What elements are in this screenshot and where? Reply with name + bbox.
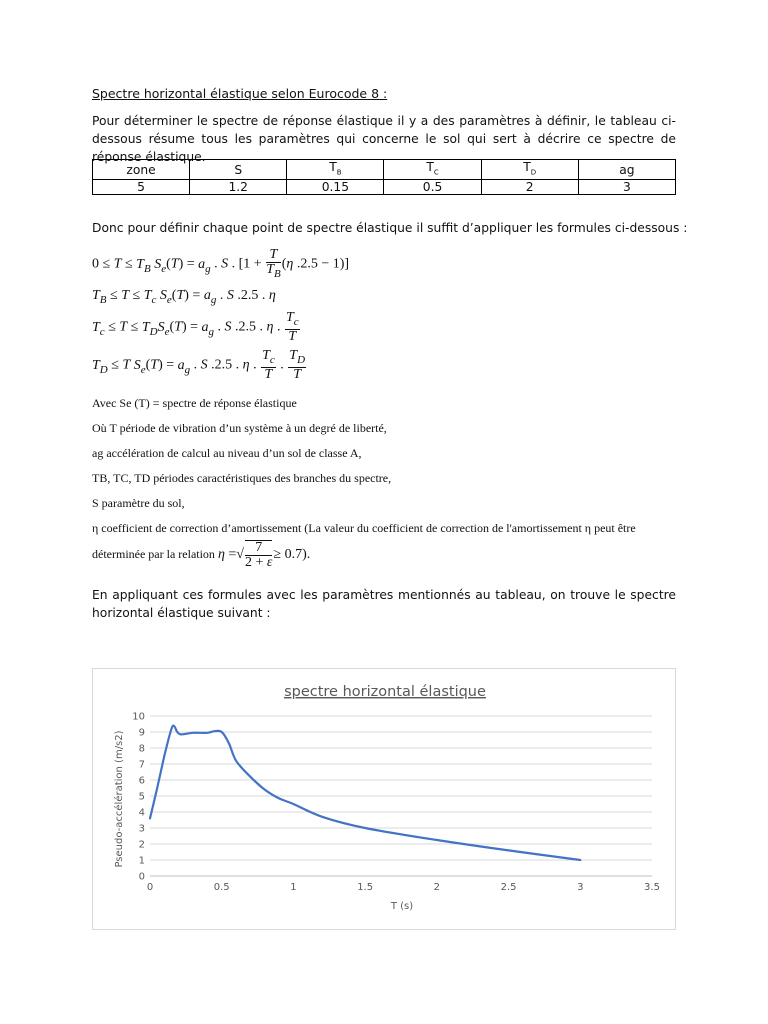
x-tick-label: 1.5 [357, 882, 374, 893]
table-cell: 5 [93, 180, 190, 195]
table-cell: 2 [481, 180, 578, 195]
x-axis-label: T (s) [390, 901, 414, 912]
definition-eta-relation: déterminée par la relation η =√ $\frac{7}{2 + \varepsilon}$ ≥ 0.7). [92, 540, 311, 570]
intro-paragraph: Pour déterminer le spectre de réponse élastique il y a des paramètres à définir, le tableau ci-dessous résume tous les paramètres qui concerne le sol qui sert à décrire ce spectre de réponse élastique. [92, 114, 676, 164]
x-tick-label: 3 [577, 882, 584, 893]
table-cell: 1.2 [190, 180, 287, 195]
table-cell: 0.15 [287, 180, 384, 195]
table-header-cell: zone [93, 160, 190, 180]
chart-axes [132, 712, 660, 894]
section-heading: Spectre horizontal élastique selon Eurocode 8 : [92, 86, 388, 101]
table-header-cell: $T_C$ [384, 160, 481, 180]
formula-branch-1: $0 \le T \le T_B$ $S_e(T) = a_g$ . S . [1 + $\frac{T}{T_B}$ (η .2.5 − 1)] [92, 247, 350, 280]
chart-svg [93, 669, 677, 931]
formula-branch-2: $T_B \le T \le T_c$ $S_e(T) = a_g$ . S .2.5 . η [92, 288, 276, 306]
table-header-row [93, 160, 676, 180]
table-cell: 0.5 [384, 180, 481, 195]
y-tick-label: 3 [138, 823, 145, 835]
chart-grid [150, 716, 652, 876]
y-axis-label: Pseudo-accélération (m/s2) [114, 730, 125, 868]
chart-series [150, 726, 580, 860]
y-tick-label: 8 [138, 743, 145, 755]
chart-title: spectre horizontal élastique [284, 684, 486, 700]
y-tick-label: 5 [138, 791, 145, 803]
table-header-cell: $T_D$ [481, 160, 578, 180]
table-cell: 3 [578, 180, 675, 195]
definition-ag: ag accélération de calcul au niveau d’un sol de classe A, [92, 446, 362, 460]
x-tick-label: 1 [290, 882, 297, 893]
y-tick-label: 9 [138, 727, 145, 739]
definition-eta: η coefficient de correction d’amortissement (La valeur du coefficient de correction de l'amortissement η peut être [92, 521, 636, 535]
definition-periods: TB, TC, TD périodes caractéristiques des branches du spectre, [92, 471, 392, 485]
table-header-cell: S [190, 160, 287, 180]
y-tick-label: 0 [138, 871, 145, 883]
x-tick-label: 0 [146, 882, 154, 893]
y-tick-label: 10 [132, 711, 145, 723]
x-tick-label: 0.5 [213, 882, 230, 893]
y-tick-label: 6 [138, 775, 145, 787]
formula-branch-3: $T_c \le T \le T_DS_e(T) = a_g$ . S .2.5 . η . $\frac{T_c}{T}$ [92, 310, 299, 344]
definition-t: Où T période de vibration d’un système à un degré de liberté, [92, 421, 387, 435]
definition-s: S paramètre du sol, [92, 496, 185, 510]
y-tick-label: 2 [138, 839, 145, 851]
formulas-intro: Donc pour définir chaque point de spectre élastique il suffit d’appliquer les formules ci-dessous : [92, 221, 688, 235]
y-tick-label: 7 [138, 759, 145, 771]
x-tick-label: 3.5 [644, 882, 660, 893]
formula-branch-4: $T_D \le T$ $S_e(T) = a_g$ . S .2.5 . η . $\frac{T_c}{T}$ . $\frac{T_D}{T}$ [92, 348, 306, 382]
table-row [93, 180, 676, 195]
spectrum-chart [92, 668, 676, 930]
spectrum-line [150, 726, 580, 860]
y-tick-label: 4 [138, 807, 145, 819]
table-header-cell: $T_B$ [287, 160, 384, 180]
parameters-table [92, 159, 676, 195]
y-tick-label: 1 [138, 855, 145, 867]
definition-se: Avec Se (T) = spectre de réponse élastique [92, 396, 297, 410]
table-header-cell: ag [578, 160, 675, 180]
x-tick-label: 2.5 [500, 882, 517, 893]
x-tick-label: 2 [433, 882, 441, 893]
conclusion-paragraph: En appliquant ces formules avec les paramètres mentionnés au tableau, on trouve le spectre horizontal élastique suivant : [92, 588, 676, 620]
